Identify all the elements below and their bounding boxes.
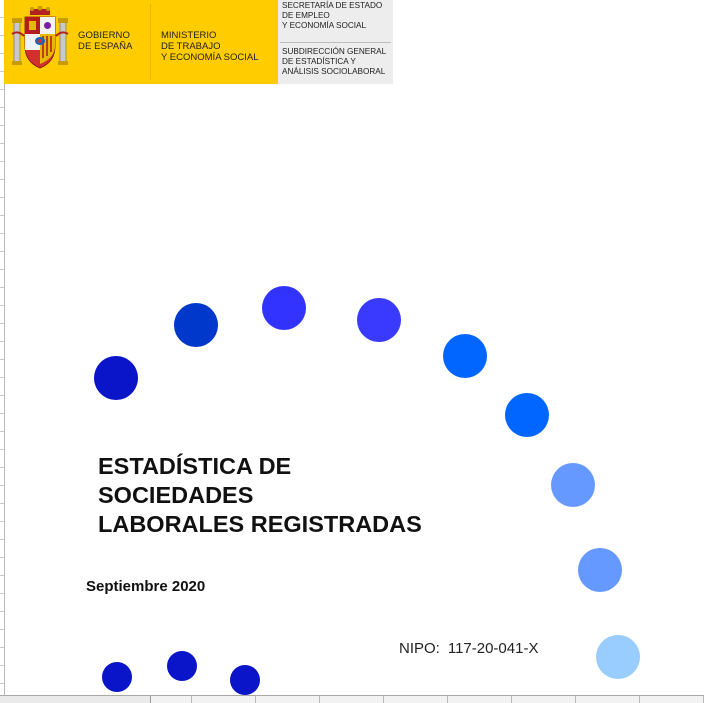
- nipo-value: 117-20-041-X: [447, 640, 539, 657]
- secretariat-line: DE EMPLEO: [282, 11, 330, 20]
- decorative-dot: [262, 286, 306, 330]
- decorative-dot: [357, 298, 401, 342]
- decorative-dot: [505, 393, 549, 437]
- department-block: [278, 0, 393, 84]
- department-divider: [280, 42, 391, 43]
- sheet-row-edge: [0, 0, 5, 703]
- decorative-dot: [102, 662, 132, 692]
- government-name-line: GOBIERNO: [78, 30, 131, 41]
- government-header: [4, 0, 278, 84]
- nipo-label: NIPO:: [399, 640, 440, 657]
- government-name-line: DE ESPAÑA: [78, 41, 133, 52]
- ministry-name-line: DE TRABAJO: [161, 41, 221, 52]
- ministry-name: [161, 30, 259, 63]
- title-line: LABORALES REGISTRADAS: [98, 511, 422, 537]
- subdirectorate-line: SUBDIRECCIÓN GENERAL: [282, 47, 387, 56]
- decorative-dot: [578, 548, 622, 592]
- document-title: [98, 452, 422, 539]
- header-divider: [150, 4, 151, 80]
- secretariat-name: [282, 1, 392, 31]
- government-name: [78, 30, 133, 52]
- sheet-column-edge: [0, 695, 704, 703]
- subdirectorate-name: [282, 47, 392, 77]
- publication-date: Septiembre 2020: [86, 578, 206, 595]
- decorative-dot: [596, 635, 640, 679]
- decorative-dot: [443, 334, 487, 378]
- title-line: SOCIEDADES: [98, 482, 254, 508]
- decorative-dot: [174, 303, 218, 347]
- nipo-code: [399, 640, 538, 657]
- decorative-dot: [551, 463, 595, 507]
- ministry-name-line: Y ECONOMÍA SOCIAL: [161, 52, 259, 63]
- subdirectorate-line: DE ESTADÍSTICA Y: [282, 57, 356, 66]
- secretariat-line: SECRETARÍA DE ESTADO: [282, 1, 383, 10]
- decorative-dot: [167, 651, 197, 681]
- subdirectorate-line: ANÁLISIS SOCIOLABORAL: [282, 67, 386, 76]
- secretariat-line: Y ECONOMÍA SOCIAL: [282, 21, 367, 30]
- ministry-name-line: MINISTERIO: [161, 30, 217, 41]
- decorative-dot: [230, 665, 260, 695]
- title-line: ESTADÍSTICA DE: [98, 453, 292, 479]
- decorative-dot: [94, 356, 138, 400]
- coat-of-arms-icon: [10, 6, 70, 74]
